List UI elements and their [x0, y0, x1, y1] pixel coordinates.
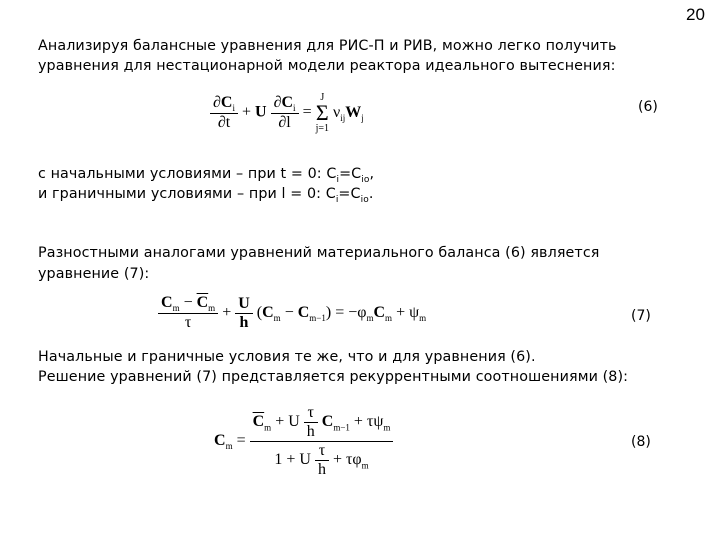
boundary-conditions: и граничными условиями – при l = 0: $C_i=C_{io}$. — [38, 186, 374, 205]
equation-7-number: (7) — [631, 308, 651, 324]
paragraph-conditions-line-2: Решение уравнений (7) представляется рекуррентными соотношениями (8): — [38, 369, 629, 385]
equation-6-number: (6) — [638, 99, 658, 115]
paragraph-intro-line-2: уравнения для нестационарной модели реактора идеального вытеснения: — [38, 58, 616, 74]
equation-8: $C_m$ = $\overline{C}_m + U$ $\frac{\tau}{h}$ $C_{m-1} + \tau\psi_m$ 1 + U $\frac{\tau}{h}$ + $\tau\varphi_m$ — [214, 404, 393, 479]
equation-6: $\frac{\partial C_i}{\partial t}$ + U $\frac{\partial C_i}{\partial l}$ = J Σ j=1 $\nu_{ij}W_j$ — [210, 92, 364, 134]
paragraph-intro-line-1: Анализируя балансные уравнения для РИС-П и РИВ, можно легко получить — [38, 38, 617, 54]
equation-7: $\frac{C_m - \overline{C}_m}{\tau}$ + $\frac{U}{h}$ $(C_m - C_{m-1}) = -\varphi_mC_m + \psi_m$ — [158, 294, 426, 332]
initial-conditions: с начальными условиями – при t = 0: $C_i=C_{io}$, — [38, 166, 375, 185]
paragraph-difference-line-1: Разностными аналогами уравнений материального баланса (6) является — [38, 245, 600, 261]
page-number: 20 — [686, 5, 705, 24]
paragraph-difference-line-2: уравнение (7): — [38, 266, 150, 282]
equation-8-number: (8) — [631, 434, 651, 450]
paragraph-conditions-line-1: Начальные и граничные условия те же, что и для уравнения (6). — [38, 349, 536, 365]
